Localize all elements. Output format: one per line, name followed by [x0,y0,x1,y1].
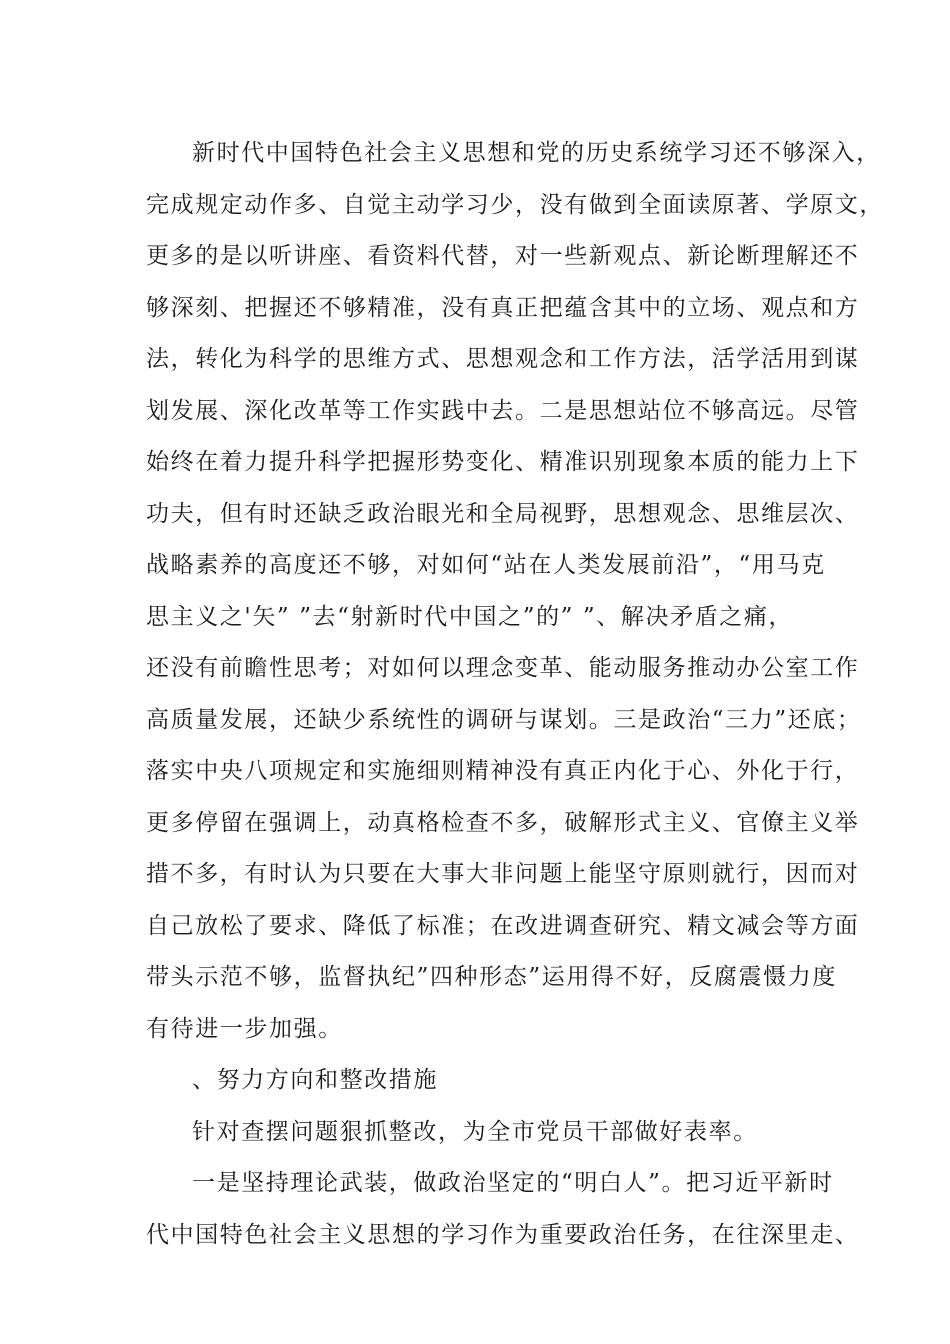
text-line: 落实中央八项规定和实施细则精神没有真正内化于心、外化于行， [146,758,860,784]
text-line: 完成规定动作多、自觉主动学习少，没有做到全面读原著、学原文， [146,191,884,218]
text-line: 带头示范不够，监督执纪”四种形态”运用得不好，反腐震慑力度 [146,964,837,990]
text-line: 始终在着力提升科学把握形势变化、精准识别现象本质的能力上下 [146,449,860,475]
text-line: 划发展、深化改革等工作实践中去。二是思想站位不够高远。尽管 [146,397,860,424]
text-line: 自己放松了要求、降低了标准；在改进调查研究、精文减会等方面 [146,912,860,939]
text-line: 够深刻、把握还不够精准，没有真正把蕴含其中的立场、观点和方 [146,294,860,321]
text-line: 措不多，有时认为只要在大事大非问题上能坚守原则就行，因而对 [146,861,860,887]
document-body [146,128,884,1261]
text-line: 针对查摆问题狠抓整改，为全市党员干部做好表率。 [192,1118,758,1145]
text-line: 新时代中国特色社会主义思想和党的历史系统学习还不够深入， [192,140,881,166]
section-heading: 、努力方向和整改措施 [192,1067,438,1093]
text-line: 代中国特色社会主义思想的学习作为重要政治任务，在往深里走、 [146,1221,860,1248]
text-line: 思主义之'矢” ”去“射新时代中国之”的” ”、解决矛盾之痛， [146,603,794,630]
text-line: 有待进一步加强。 [146,1015,343,1042]
text-line: 一是坚持理论武装，做政治坚定的“明白人”。把习近平新时 [192,1170,834,1196]
text-line: 法，转化为科学的思维方式、思想观念和工作方法，活学活用到谋 [146,346,860,372]
text-line: 更多的是以听讲座、看资料代替，对一些新观点、新论断理解还不 [146,243,860,269]
text-line: 更多停留在强调上，动真格检查不多，破解形式主义、官僚主义举 [146,809,860,836]
text-line: 还没有前瞻性思考；对如何以理念变革、能动服务推动办公室工作 [146,655,860,681]
text-line: 战略素养的高度还不够，对如何“站在人类发展前沿”，“用马克 [146,552,826,578]
text-line: 功夫，但有时还缺乏政治眼光和全局视野，思想观念、思维层次、 [146,500,860,527]
text-line: 高质量发展，还缺少系统性的调研与谋划。三是政治“三力”还底； [146,706,862,733]
